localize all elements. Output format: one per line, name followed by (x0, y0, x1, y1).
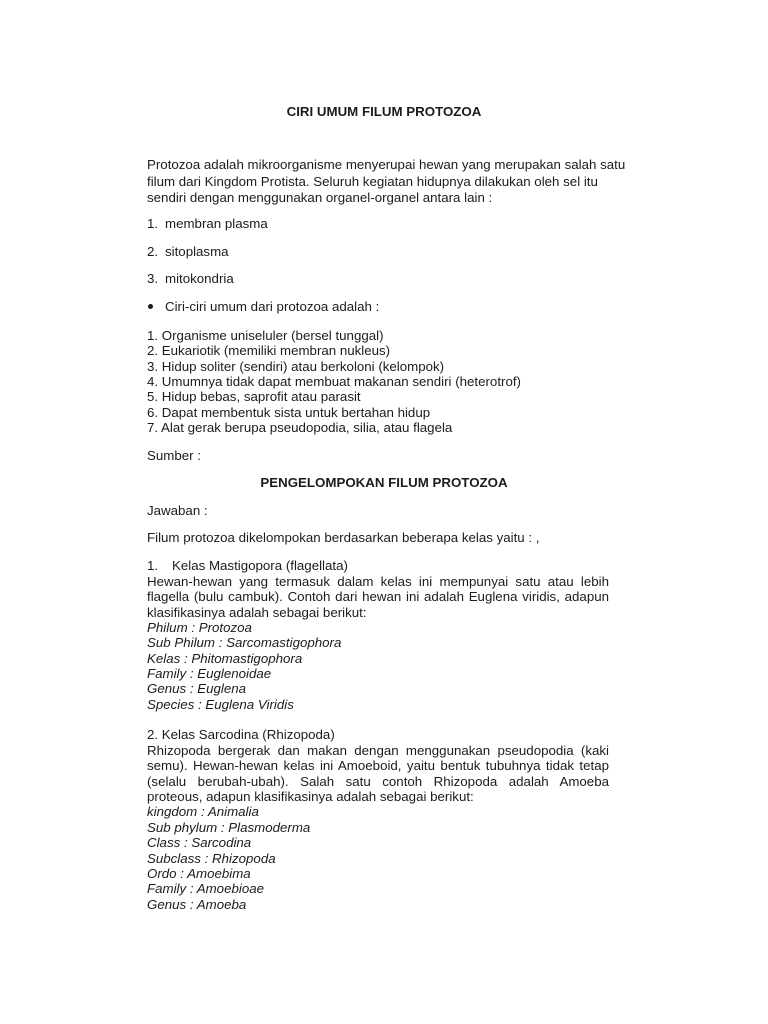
bullet-dot-icon (148, 304, 153, 309)
characteristic-item: 2. Eukariotik (memiliki membran nukleus) (147, 343, 391, 358)
organelle-text: sitoplasma (165, 244, 229, 259)
organelle-number: 2. (147, 244, 159, 259)
class1-heading (147, 558, 609, 573)
organelle-number: 3. (147, 271, 159, 286)
answer-label: Jawaban : (147, 503, 208, 518)
class1-taxonomy-item: Kelas : Phitomastigophora (147, 651, 303, 666)
organelle-number: 1. (147, 216, 159, 231)
class2-heading: 2. Kelas Sarcodina (Rhizopoda) (147, 727, 335, 742)
class1-taxonomy-item: Species : Euglena Viridis (147, 697, 294, 712)
characteristic-item: 4. Umumnya tidak dapat membuat makanan sendiri (heterotrof) (147, 374, 521, 389)
characteristic-item: 3. Hidup soliter (sendiri) atau berkoloni (kelompok) (147, 359, 445, 374)
class2-taxonomy-item: Genus : Amoeba (147, 897, 247, 912)
organelle-item (147, 244, 609, 259)
organelle-item (147, 216, 609, 231)
organelle-item (147, 271, 609, 286)
bullet-text: Ciri-ciri umum dari protozoa adalah : (165, 299, 380, 314)
class1-taxonomy-item: Philum : Protozoa (147, 620, 252, 635)
group-intro: Filum protozoa dikelompokan berdasarkan beberapa kelas yaitu : , (147, 530, 540, 545)
characteristic-item: 1. Organisme uniseluler (bersel tunggal) (147, 328, 384, 343)
class1-description: Hewan-hewan yang termasuk dalam kelas ini mempunyai satu atau lebih flagella (bulu cambuk). Contoh dari hewan ini adalah Euglena viridis, adapun klasifikasinya adalah sebagai berikut: (147, 574, 609, 620)
source-label: Sumber : (147, 448, 201, 463)
class1-taxonomy-item: Genus : Euglena (147, 681, 247, 696)
section-title: PENGELOMPOKAN FILUM PROTOZOA (260, 475, 508, 490)
bullet-item (147, 299, 609, 314)
class2-taxonomy-item: Family : Amoebioae (147, 881, 265, 896)
class1-heading-text: Kelas Mastigopora (flagellata) (172, 558, 348, 573)
characteristic-item: 6. Dapat membentuk sista untuk bertahan hidup (147, 405, 431, 420)
class2-taxonomy-item: kingdom : Animalia (147, 804, 259, 819)
organelle-text: membran plasma (165, 216, 268, 231)
class1-number: 1. (147, 558, 159, 573)
class1-taxonomy-item: Sub Philum : Sarcomastigophora (147, 635, 342, 650)
class1-taxonomy-item: Family : Euglenoidae (147, 666, 272, 681)
class2-taxonomy-item: Ordo : Amoebima (147, 866, 251, 881)
intro-line-3: sendiri dengan menggunakan organel-organel antara lain : (147, 190, 493, 205)
class2-taxonomy-item: Class : Sarcodina (147, 835, 252, 850)
intro-line-1: Protozoa adalah mikroorganisme menyerupai hewan yang merupakan salah satu (147, 157, 626, 172)
characteristic-item: 7. Alat gerak berupa pseudopodia, silia, atau flagela (147, 420, 453, 435)
intro-line-2: filum dari Kingdom Protista. Seluruh kegiatan hidupnya dilakukan oleh sel itu (147, 174, 598, 189)
class2-taxonomy-item: Subclass : Rhizopoda (147, 851, 276, 866)
characteristic-item: 5. Hidup bebas, saprofit atau parasit (147, 389, 361, 404)
page-title: CIRI UMUM FILUM PROTOZOA (286, 104, 482, 119)
class2-taxonomy-item: Sub phylum : Plasmoderma (147, 820, 311, 835)
class2-description: Rhizopoda bergerak dan makan dengan menggunakan pseudopodia (kaki semu). Hewan-hewan kelas ini Amoeboid, yaitu bentuk tubuhnya tidak tetap (selalu berubah-ubah). Salah satu contoh Rhizopoda adalah Amoeba proteous, adapun klasifikasinya adalah sebagai berikut: (147, 743, 609, 804)
organelle-text: mitokondria (165, 271, 234, 286)
